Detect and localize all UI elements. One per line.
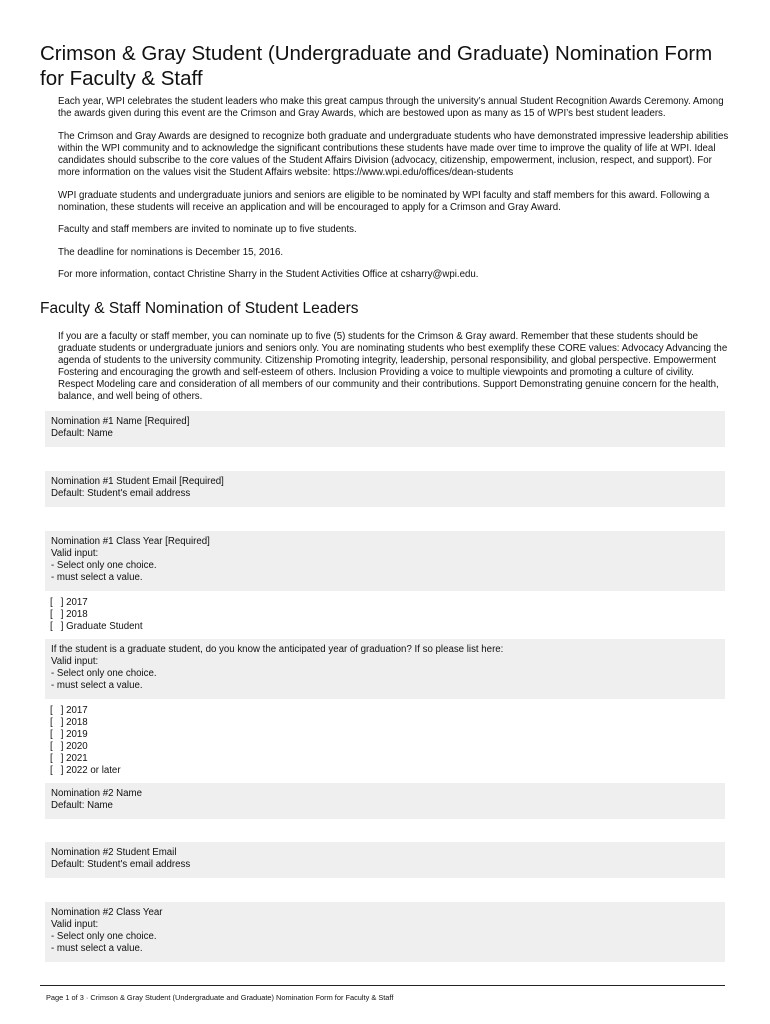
field-label: Nomination #2 Student Email: [51, 847, 177, 858]
nomination-2-name-field[interactable]: [45, 783, 725, 819]
nomination-1-name-field[interactable]: [45, 411, 725, 447]
footer-divider: [40, 985, 725, 986]
nomination-2-class-year-field: [45, 902, 725, 962]
page-title: Crimson & Gray Student (Undergraduate and Graduate) Nomination Form for Faculty & Staff: [40, 42, 713, 90]
graduation-year-field: [45, 639, 725, 699]
section-heading: Faculty & Staff Nomination of Student Leaders: [40, 300, 359, 317]
intro-paragraph: WPI graduate students and undergraduate juniors and seniors are eligible to be nominated by WPI faculty and staff members for this award. Following a nomination, these students will receive an application and will be encouraged to apply for a Crimson and Gray Award.: [58, 189, 710, 213]
field-default: Default: Student's email address: [51, 859, 191, 870]
intro-paragraph: Each year, WPI celebrates the student leaders who make this great campus through the university’s annual Student Recognition Awards Ceremony. Among the awards given during this event are the Crimson and Gray Awards, which are bestowed upon as many as 15 of WPI’s best student leaders.: [58, 96, 724, 120]
field-label: Nomination #1 Student Email [Required]: [51, 476, 224, 487]
class-year-options: [50, 597, 143, 633]
nomination-1-class-year-field: [45, 531, 725, 591]
field-hint: - must select a value.: [51, 680, 143, 691]
checkbox-option-2017[interactable]: [ ] 2017: [50, 705, 88, 716]
field-default: Default: Name: [51, 428, 113, 439]
checkbox-option-graduate-student[interactable]: [ ] Graduate Student: [50, 621, 143, 632]
field-hint: - Select only one choice.: [51, 560, 157, 571]
checkbox-option-2017[interactable]: [ ] 2017: [50, 597, 88, 608]
field-hint: Valid input:: [51, 656, 99, 667]
field-label: If the student is a graduate student, do you know the anticipated year of graduation? If so please list here:: [51, 644, 504, 655]
checkbox-option-2019[interactable]: [ ] 2019: [50, 729, 88, 740]
field-hint: - Select only one choice.: [51, 668, 157, 679]
intro-paragraph: For more information, contact Christine Sharry in the Student Activities Office at csharry@wpi.edu.: [58, 269, 479, 281]
field-hint: Valid input:: [51, 919, 99, 930]
field-hint: Valid input:: [51, 548, 99, 559]
field-hint: - must select a value.: [51, 572, 143, 583]
graduation-year-options: [50, 705, 121, 777]
page-footer: Page 1 of 3 · Crimson & Gray Student (Undergraduate and Graduate) Nomination Form for Faculty & Staff: [46, 993, 394, 1002]
field-label: Nomination #2 Name: [51, 788, 143, 799]
intro-paragraph: The deadline for nominations is December 15, 2016.: [58, 246, 284, 258]
field-label: Nomination #1 Class Year [Required]: [51, 536, 210, 547]
checkbox-option-2021[interactable]: [ ] 2021: [50, 753, 88, 764]
checkbox-option-2022-or-later[interactable]: [ ] 2022 or later: [50, 765, 121, 776]
field-hint: - must select a value.: [51, 943, 143, 954]
field-label: Nomination #2 Class Year: [51, 907, 163, 918]
field-label: Nomination #1 Name [Required]: [51, 416, 190, 427]
checkbox-option-2018[interactable]: [ ] 2018: [50, 609, 88, 620]
intro-paragraph: Faculty and staff members are invited to nominate up to five students.: [58, 224, 357, 236]
intro-paragraph: The Crimson and Gray Awards are designed to recognize both graduate and undergraduate students who have demonstrated impressive leadership abilities within the WPI community and to acknowledge the significant contributions these students have made over time to improve the quality of life at WPI. Ideal candidates should subscribe to the core values of the Student Affairs Division (advocacy, citizenship, empowerment, inclusion, respect, and support). For more information on the values visit the Student Affairs website: https://www.wpi.edu/offices/dean-students: [58, 130, 729, 178]
checkbox-option-2020[interactable]: [ ] 2020: [50, 741, 88, 752]
field-default: Default: Student's email address: [51, 488, 191, 499]
intro-section: [58, 96, 730, 292]
field-hint: - Select only one choice.: [51, 931, 157, 942]
nomination-1-email-field[interactable]: [45, 471, 725, 507]
nomination-2-email-field[interactable]: [45, 842, 725, 878]
section-description: If you are a faculty or staff member, you can nominate up to five (5) students for the Crimson & Gray award. Remember that these students should be graduate students or undergraduate juniors and seniors only. You are nominating students who best exemplify these CORE values: Advocacy Advancing the agenda of students to the university community. Citizenship Promoting integrity, leadership, personal responsibility, and global perspective. Empowerment Fostering and encouraging the growth and self-esteem of others. Inclusion Providing a voice to multiple viewpoints and promoting a culture of civility. Respect Modeling care and consideration of all members of our community and their contributions. Support Demonstrating genuine concern for the health, balance, and well being of others.: [58, 331, 728, 403]
field-default: Default: Name: [51, 800, 113, 811]
checkbox-option-2018[interactable]: [ ] 2018: [50, 717, 88, 728]
